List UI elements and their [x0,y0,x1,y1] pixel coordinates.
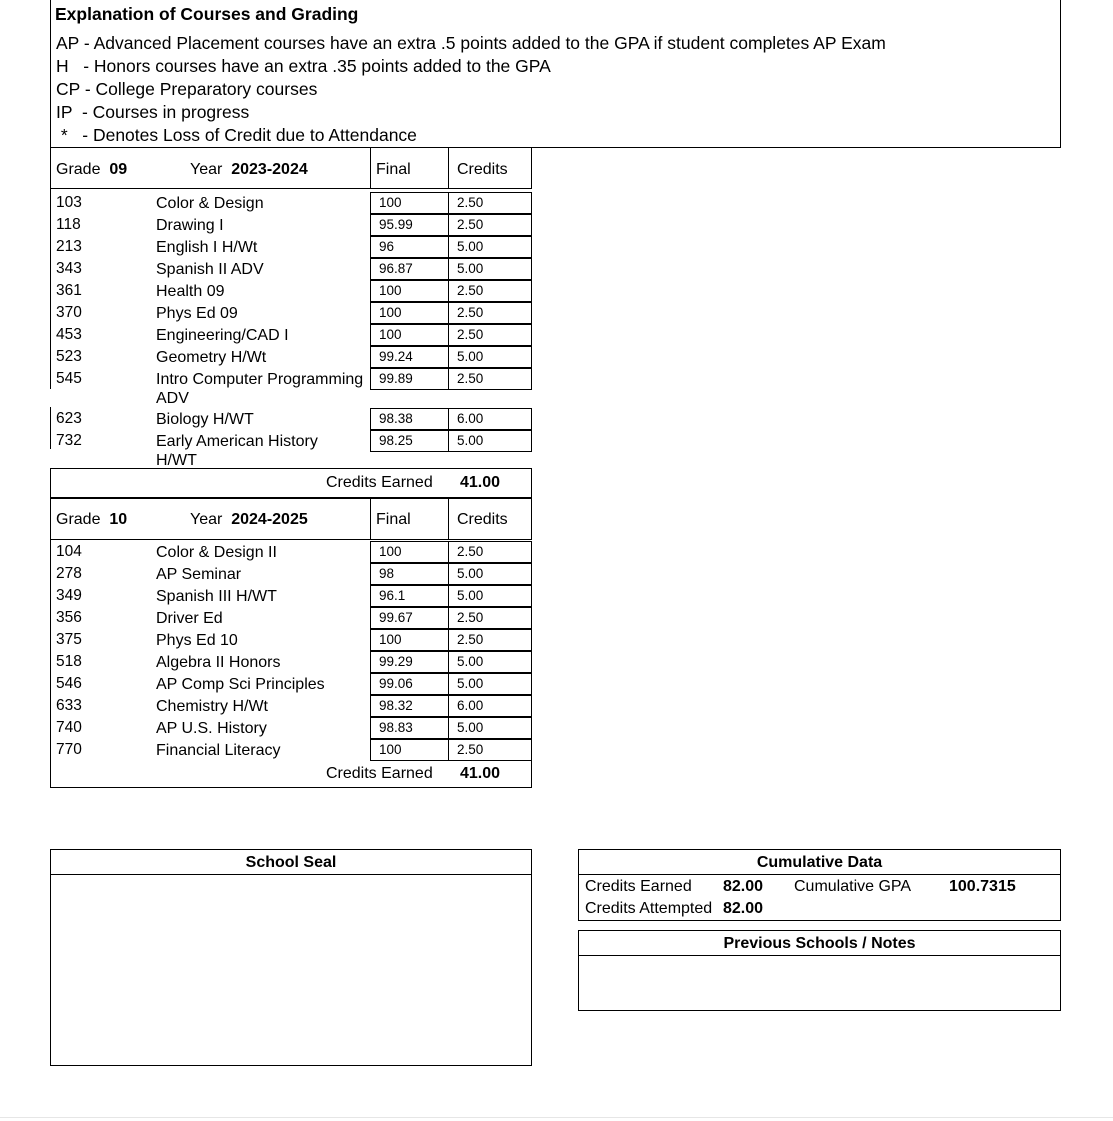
course-name: Chemistry H/Wt [156,698,268,715]
course-name: Early American History H/WT [156,433,318,469]
course-name: Algebra II Honors [156,654,281,671]
grade10-credits-earned-value: 41.00 [460,765,501,782]
course-number: 104 [56,543,82,560]
course-final-grade: 99.24 [370,346,449,368]
course-credits: 2.50 [448,541,532,563]
course-number: 623 [56,410,82,427]
cumulative-credits-attempted-label: Credits Attempted [585,900,713,917]
course-final-grade: 100 [370,739,449,761]
course-credits: 2.50 [448,324,532,346]
course-number: 545 [56,370,82,387]
course-credits: 5.00 [448,430,532,452]
grade09-left-border-2 [50,407,51,449]
course-final-grade: 100 [370,629,449,651]
explanation-line-h: H - Honors courses have an extra .35 points added to the GPA [56,56,551,76]
course-credits: 5.00 [448,258,532,280]
grade09-final-header: Final [376,161,411,178]
previous-schools-title: Previous Schools / Notes [723,935,916,952]
course-credits: 2.50 [448,739,532,761]
course-final-grade: 95.99 [370,214,449,236]
previous-schools-divider [578,955,1061,956]
course-credits: 5.00 [448,651,532,673]
course-credits: 5.00 [448,563,532,585]
school-seal-divider [50,874,532,875]
grade09-credits-earned-label: Credits Earned [326,474,433,491]
course-credits: 2.50 [448,607,532,629]
course-number: 118 [56,216,81,233]
course-name: Spanish III H/WT [156,588,277,605]
cumulative-credits-earned-label: Credits Earned [585,878,692,895]
grade10-grade: Grade 10 [56,511,128,528]
cumulative-title: Cumulative Data [756,854,883,871]
school-seal-box [50,849,532,1066]
course-number: 740 [56,719,82,736]
course-name: Financial Literacy [156,742,281,759]
course-credits: 2.50 [448,280,532,302]
course-credits: 5.00 [448,585,532,607]
course-name: Phys Ed 09 [156,305,238,322]
cumulative-gpa-label: Cumulative GPA [794,878,912,895]
grade10-credits-earned-label: Credits Earned [326,765,433,782]
course-credits: 6.00 [448,695,532,717]
cumulative-gpa-value: 100.7315 [949,878,1016,895]
grade09-left-border [50,189,51,389]
course-number: 343 [56,260,82,277]
course-final-grade: 96 [370,236,449,258]
course-name: Engineering/CAD I [156,327,289,344]
page-bottom-edge [0,1117,1113,1118]
course-final-grade: 99.06 [370,673,449,695]
course-number: 633 [56,697,82,714]
grade09-credits-earned-value: 41.00 [460,474,501,491]
course-name: Intro Computer Programming ADV [156,371,364,407]
course-name: Geometry H/Wt [156,349,267,366]
grade10-credits-header: Credits [457,511,508,528]
grade09-year: Year 2023-2024 [190,161,308,178]
course-credits: 5.00 [448,236,532,258]
course-number: 356 [56,609,82,626]
course-name: AP Seminar [156,566,242,583]
school-seal-title: School Seal [245,854,337,871]
course-name: Driver Ed [156,610,223,627]
grade10-right-border [531,760,532,788]
course-final-grade: 99.29 [370,651,449,673]
grade09-credits-header: Credits [457,161,508,178]
course-number: 375 [56,631,82,648]
course-final-grade: 96.87 [370,258,449,280]
course-credits: 5.00 [448,346,532,368]
course-number: 453 [56,326,82,343]
course-credits: 6.00 [448,408,532,430]
course-final-grade: 99.89 [370,368,449,390]
course-number: 349 [56,587,82,604]
grade10-bottom-border [50,787,532,788]
course-final-grade: 98.83 [370,717,449,739]
grade10-left-border [50,540,51,788]
cumulative-divider [578,874,1061,875]
course-final-grade: 100 [370,324,449,346]
cumulative-credits-earned-value: 82.00 [723,878,764,895]
explanation-line-ap: AP - Advanced Placement courses have an extra .5 points added to the GPA if student completes AP Exam [56,33,886,53]
course-number: 523 [56,348,82,365]
course-credits: 2.50 [448,629,532,651]
course-number: 213 [56,238,82,255]
explanation-line-cp: CP - College Preparatory courses [56,79,318,99]
course-name: Drawing I [156,217,224,234]
course-credits: 2.50 [448,214,532,236]
course-number: 278 [56,565,82,582]
course-number: 361 [56,282,82,299]
course-credits: 2.50 [448,368,532,390]
course-credits: 2.50 [448,302,532,324]
course-number: 770 [56,741,82,758]
cumulative-credits-attempted-value: 82.00 [723,900,764,917]
course-name: Color & Design II [156,544,277,561]
course-final-grade: 100 [370,541,449,563]
course-final-grade: 100 [370,192,449,214]
course-final-grade: 98.38 [370,408,449,430]
course-number: 518 [56,653,82,670]
course-final-grade: 98 [370,563,449,585]
grade09-grade: Grade 09 [56,161,128,178]
course-final-grade: 98.25 [370,430,449,452]
grade10-final-header: Final [376,511,411,528]
course-name: AP U.S. History [156,720,267,737]
course-final-grade: 96.1 [370,585,449,607]
course-name: Biology H/WT [156,411,254,428]
course-number: 732 [56,432,82,449]
explanation-line-attendance: * - Denotes Loss of Credit due to Attendance [56,125,417,145]
explanation-line-ip: IP - Courses in progress [56,102,250,122]
course-final-grade: 99.67 [370,607,449,629]
course-final-grade: 98.32 [370,695,449,717]
course-final-grade: 100 [370,302,449,324]
course-name: Health 09 [156,283,225,300]
course-number: 103 [56,194,82,211]
course-credits: 5.00 [448,673,532,695]
grade10-year: Year 2024-2025 [190,511,308,528]
course-name: Color & Design [156,195,264,212]
course-number: 370 [56,304,82,321]
course-name: AP Comp Sci Principles [156,676,325,693]
course-credits: 5.00 [448,717,532,739]
course-name: Phys Ed 10 [156,632,238,649]
course-number: 546 [56,675,82,692]
course-name: Spanish II ADV [156,261,264,278]
course-final-grade: 100 [370,280,449,302]
course-name: English I H/Wt [156,239,258,256]
explanation-title: Explanation of Courses and Grading [55,4,359,24]
course-credits: 2.50 [448,192,532,214]
